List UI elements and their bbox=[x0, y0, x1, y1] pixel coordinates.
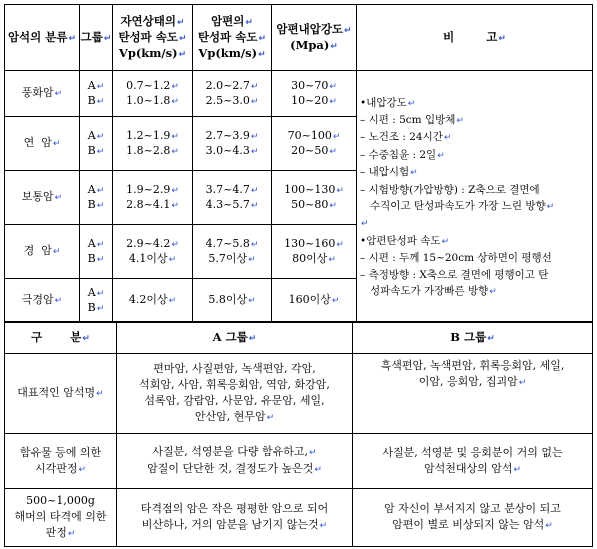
text-line: 해머의 타격에 의한 bbox=[14, 510, 107, 523]
group-cell bbox=[80, 71, 113, 117]
text-line: 비산하나, 거의 암분을 남기지 않는것↵ bbox=[141, 518, 328, 531]
ucs-a: 70~100↵ bbox=[287, 128, 341, 142]
remark-line: – 측정방향 : X축으로 결면에 평행이고 탄 bbox=[360, 268, 549, 281]
text-line: 500~1,000g bbox=[26, 494, 95, 507]
header-fragment-vp-line1: 암편의↵ bbox=[211, 13, 253, 28]
rock-name-cell: 보통암↵ bbox=[5, 171, 80, 225]
fragment-vp-cell bbox=[193, 225, 272, 279]
fragment-vp-b: 3.0~4.3↵ bbox=[205, 143, 259, 157]
header-division: 구 분↵ bbox=[5, 322, 117, 354]
fragment-vp-cell bbox=[193, 171, 272, 225]
fragment-vp-cell bbox=[193, 117, 272, 171]
ucs-b: 50~80↵ bbox=[291, 197, 337, 211]
table-row bbox=[5, 489, 593, 547]
row-label-visual-judgement bbox=[5, 434, 117, 489]
header-ucs-line2: (Mpa)↵ bbox=[290, 37, 338, 52]
group-a-hammer-cell bbox=[117, 489, 353, 547]
text-line: 암질이 단단한 것, 결정도가 높은것↵ bbox=[147, 462, 322, 475]
natural-vp-a: 0.7~1.2↵ bbox=[126, 78, 179, 92]
group-a: A↵ bbox=[87, 182, 105, 196]
text-line: 시각판정↵ bbox=[34, 461, 87, 475]
remark-line: – 수중침윤 : 2일↵ bbox=[360, 148, 445, 161]
header-group: 그룹↵ bbox=[80, 5, 113, 71]
table-row bbox=[5, 434, 593, 489]
group-a-rocks-cell bbox=[117, 354, 353, 434]
natural-vp-a: 1.9~2.9↵ bbox=[126, 182, 179, 196]
group-b: B↵ bbox=[87, 93, 105, 107]
group-cell bbox=[80, 225, 113, 279]
header-natural-vp-line3: Vp(km/s)↵ bbox=[118, 45, 187, 60]
remark-line: – 노건조 : 24시간↵ bbox=[360, 131, 452, 144]
ucs-cell bbox=[272, 171, 357, 225]
header-ucs bbox=[272, 5, 357, 71]
text-line: 안산암, 현무암↵ bbox=[194, 410, 275, 423]
group-b-rocks-cell bbox=[353, 354, 593, 434]
fragment-vp-b: 2.5~3.0↵ bbox=[205, 93, 259, 107]
header-remarks: 비 고↵ bbox=[357, 5, 593, 71]
natural-vp-cell bbox=[113, 225, 193, 279]
text-line: 함유물 등에 의한 bbox=[19, 445, 102, 459]
group-a: A↵ bbox=[87, 78, 105, 92]
remark-line: •내압강도↵ bbox=[360, 96, 416, 109]
header-rock-class: 암석의 분류↵ bbox=[5, 5, 80, 71]
fragment-vp-b: 5.7이상↵ bbox=[208, 251, 256, 265]
text-line: 석회암, 사암, 휘록응회암, 역암, 화강암, bbox=[139, 378, 330, 391]
fragment-vp-cell: 5.8이상↵ bbox=[193, 279, 272, 323]
fragment-vp-b: 4.3~5.7↵ bbox=[205, 197, 259, 211]
ucs-b: 10~20↵ bbox=[291, 93, 337, 107]
text-line: 사질분, 석영분 및 응회분이 거의 없는 bbox=[382, 445, 563, 459]
header-group-a: A 그룹↵ bbox=[117, 322, 353, 354]
table-row bbox=[5, 71, 593, 117]
group-b: B↵ bbox=[87, 300, 105, 314]
remark-line: – 내압시험↵ bbox=[360, 166, 418, 179]
text-line: 사질분, 석영분을 다량 함유하고,↵ bbox=[152, 445, 317, 458]
text-line: 흑색편암, 녹색편암, 휘록응회암, 세일, bbox=[380, 359, 565, 372]
header-natural-vp bbox=[113, 5, 193, 71]
ucs-cell bbox=[272, 225, 357, 279]
fragment-vp-cell bbox=[193, 71, 272, 117]
group-cell bbox=[80, 117, 113, 171]
remarks-cell bbox=[357, 71, 593, 323]
header-natural-vp-line1: 자연상태의↵ bbox=[120, 13, 185, 28]
rock-name-cell: 극경암↵ bbox=[5, 279, 80, 323]
text-line: 편마암, 사질편암, 녹색편암, 각암, bbox=[153, 362, 316, 375]
group-a: A↵ bbox=[87, 236, 105, 250]
remark-line: – 시험방향(가압방향) : Z축으로 결면에 bbox=[360, 183, 540, 196]
group-b: B↵ bbox=[87, 197, 105, 211]
natural-vp-cell: 4.2이상↵ bbox=[113, 279, 193, 323]
group-a: A↵ bbox=[87, 285, 105, 299]
natural-vp-a: 1.2~1.9↵ bbox=[126, 128, 179, 142]
natural-vp-b: 4.1이상↵ bbox=[128, 251, 177, 265]
remark-line: ↵ bbox=[361, 219, 369, 230]
table2-header-row bbox=[5, 322, 593, 354]
fragment-vp-a: 3.7~4.7↵ bbox=[205, 182, 259, 196]
rock-name-cell: 연 암↵ bbox=[5, 117, 80, 171]
rock-classification-table bbox=[4, 4, 593, 323]
group-a: A↵ bbox=[87, 128, 105, 142]
header-fragment-vp-line2: 탄성파 속도↵ bbox=[197, 29, 267, 44]
ucs-a: 130~160↵ bbox=[284, 236, 344, 250]
text-line: 이암, 응회암, 집괴암↵ bbox=[418, 375, 527, 388]
header-fragment-vp-line3: Vp(km/s)↵ bbox=[198, 45, 266, 60]
natural-vp-b: 1.8~2.8↵ bbox=[126, 143, 179, 157]
text-line: 암석천대상의 암석↵ bbox=[423, 461, 522, 475]
remark-line: – 시편 : 5cm 입방체↵ bbox=[360, 113, 464, 126]
natural-vp-b: 2.8~4.1↵ bbox=[126, 197, 179, 211]
remark-line: – 시편 : 두께 15~20cm 상하면이 평행선 bbox=[360, 252, 552, 265]
ucs-b: 80이상↵ bbox=[292, 251, 336, 265]
rock-name-cell: 풍화암↵ bbox=[5, 71, 80, 117]
natural-vp-cell bbox=[113, 117, 193, 171]
group-criteria-table bbox=[4, 321, 593, 547]
fragment-vp-a: 2.7~3.9↵ bbox=[205, 128, 259, 142]
text-line: 섬록암, 감람암, 사문암, 유문암, 세일, bbox=[144, 394, 325, 407]
group-b: B↵ bbox=[87, 143, 105, 157]
fragment-vp-a: 2.0~2.7↵ bbox=[205, 78, 259, 92]
ucs-b: 20~50↵ bbox=[291, 143, 337, 157]
group-b-hammer-cell bbox=[353, 489, 593, 547]
header-ucs-line1: 암편내압강도↵ bbox=[276, 21, 352, 36]
remark-line: •암편탄성파 속도↵ bbox=[360, 234, 450, 247]
text-line: 암 자신이 부서지지 않고 분상이 되고 bbox=[384, 502, 561, 515]
ucs-a: 30~70↵ bbox=[291, 78, 337, 92]
table-row bbox=[5, 354, 593, 434]
ucs-a: 100~130↵ bbox=[284, 182, 344, 196]
natural-vp-cell bbox=[113, 171, 193, 225]
text-line: 판정↵ bbox=[45, 526, 76, 539]
natural-vp-b: 1.0~1.8↵ bbox=[126, 93, 179, 107]
header-fragment-vp bbox=[193, 5, 272, 71]
group-cell bbox=[80, 171, 113, 225]
group-cell bbox=[80, 279, 113, 323]
table1-header-row bbox=[5, 5, 593, 71]
header-group-b: B 그룹↵ bbox=[353, 322, 593, 354]
ucs-cell bbox=[272, 117, 357, 171]
ucs-cell bbox=[272, 71, 357, 117]
text-line: 암편이 별로 비상되지 않는 암석↵ bbox=[392, 518, 553, 531]
remark-line: 성파속도가 가장빠른 방향↵ bbox=[360, 285, 497, 298]
remark-line: 수직이고 탄성파속도가 가장 느린 방향↵ bbox=[360, 200, 555, 212]
ucs-cell: 160이상↵ bbox=[272, 279, 357, 323]
natural-vp-cell bbox=[113, 71, 193, 117]
rock-name-cell: 경 암↵ bbox=[5, 225, 80, 279]
header-natural-vp-line2: 탄성파 속도↵ bbox=[118, 29, 187, 44]
fragment-vp-a: 4.7~5.8↵ bbox=[205, 236, 259, 250]
group-b: B↵ bbox=[87, 251, 105, 265]
row-label-hammer-test bbox=[5, 489, 117, 547]
text-line: 타격점의 암은 작은 평평한 암으로 되어 bbox=[140, 502, 329, 515]
row-label-representative-rocks: 대표적인 암석명↵ bbox=[5, 354, 117, 434]
group-a-visual-cell bbox=[117, 434, 353, 489]
group-b-visual-cell bbox=[353, 434, 593, 489]
natural-vp-a: 2.9~4.2↵ bbox=[126, 236, 179, 250]
